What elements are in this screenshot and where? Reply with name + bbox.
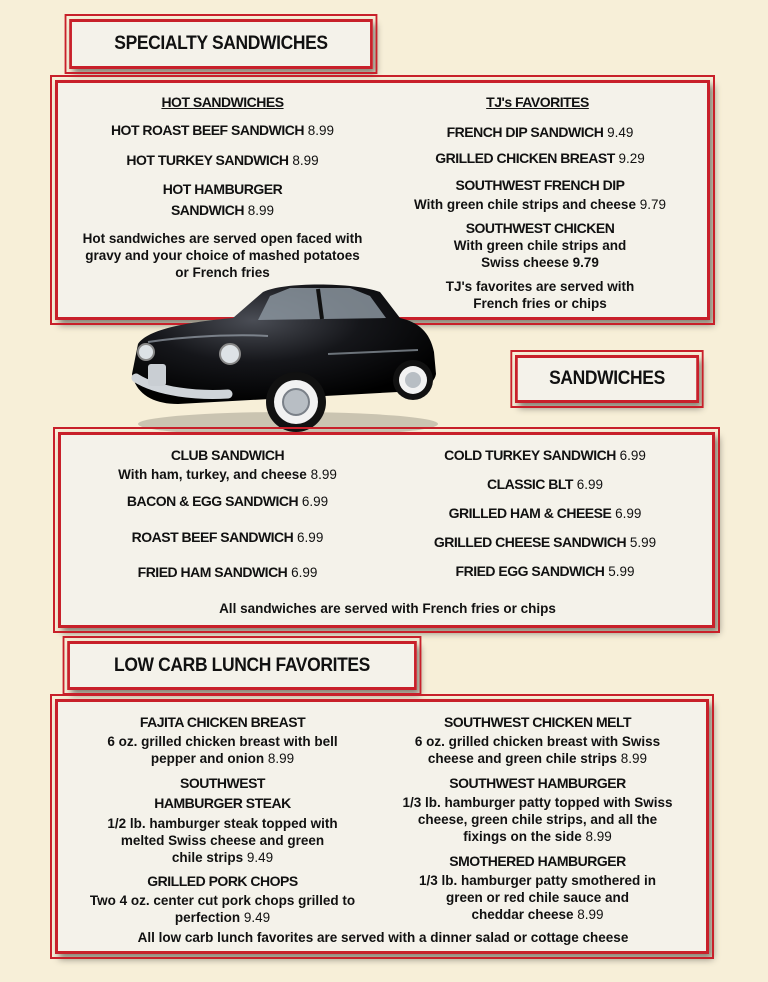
hot-sandwiches-note: Hot sandwiches are served open faced with gravy and your choice of mashed potatoes or French fries xyxy=(82,231,363,280)
menu-item: FAJITA CHICKEN BREAST 6 oz. grilled chicken breast with bell pepper and onion 8.99 xyxy=(107,714,338,766)
menu-item: GRILLED CHEESE SANDWICH 5.99 xyxy=(433,534,657,550)
classic-car-icon xyxy=(118,274,448,446)
menu-item: GRILLED CHICKEN BREAST 9.29 xyxy=(435,150,645,166)
menu-item: HOT ROAST BEEF SANDWICH 8.99 xyxy=(110,122,335,138)
tjs-favorites-heading: TJ's FAVORITES xyxy=(486,94,589,110)
menu-item: FRENCH DIP SANDWICH 9.49 xyxy=(446,124,634,140)
tjs-favorites-note: TJ's favorites are served with French fries or chips xyxy=(445,279,635,311)
sandwiches-note: All sandwiches are served with French fries or chips xyxy=(219,601,556,616)
menu-item: SOUTHWEST HAMBURGER STEAK 1/2 lb. hamburger steak topped with melted Swiss cheese and green chile strips 9.49 xyxy=(107,775,338,865)
hot-sandwiches-heading: HOT SANDWICHES xyxy=(161,94,284,110)
menu-item: HOT TURKEY SANDWICH 8.99 xyxy=(126,152,319,168)
menu-item: SMOTHERED HAMBURGER 1/3 lb. hamburger patty smothered in green or red chile sauce and cheddar cheese 8.99 xyxy=(418,853,657,922)
menu-item: FRIED EGG SANDWICH 5.99 xyxy=(455,563,635,579)
menu-item: FRIED HAM SANDWICH 6.99 xyxy=(137,564,318,580)
menu-item: SOUTHWEST CHICKEN With green chile strips and Swiss cheese 9.79 xyxy=(453,220,627,270)
menu-item: CLASSIC BLT 6.99 xyxy=(486,476,604,492)
menu-item: COLD TURKEY SANDWICH 6.99 xyxy=(444,447,646,463)
menu-item: GRILLED HAM & CHEESE 6.99 xyxy=(448,505,642,521)
specialty-sandwiches-title: SPECIALTY SANDWICHES xyxy=(114,33,328,54)
low-carb-note: All low carb lunch favorites are served with a dinner salad or cottage cheese xyxy=(137,930,629,945)
low-carb-header xyxy=(67,641,417,690)
menu-item: SOUTHWEST HAMBURGER 1/3 lb. hamburger patty topped with Swiss cheese, green chile strips, and all the fixings on the side 8.99 xyxy=(402,775,673,844)
menu-item: ROAST BEEF SANDWICH 6.99 xyxy=(131,529,324,545)
menu-item: HOT HAMBURGER SANDWICH 8.99 xyxy=(162,181,283,218)
menu-item: SOUTHWEST CHICKEN MELT 6 oz. grilled chicken breast with Swiss cheese and green chile strips 8.99 xyxy=(414,714,661,766)
menu-item: GRILLED PORK CHOPS Two 4 oz. center cut pork chops grilled to perfection 9.49 xyxy=(89,873,356,925)
menu-item: SOUTHWEST FRENCH DIP With green chile strips and cheese 9.79 xyxy=(414,177,666,212)
low-carb-title: LOW CARB LUNCH FAVORITES xyxy=(114,654,370,676)
menu-item: BACON & EGG SANDWICH 6.99 xyxy=(126,493,329,509)
specialty-sandwiches-header xyxy=(69,19,373,69)
sandwiches-header xyxy=(515,355,699,403)
menu-item: CLUB SANDWICH With ham, turkey, and cheese 8.99 xyxy=(118,447,337,482)
sandwiches-title: SANDWICHES xyxy=(549,368,665,389)
